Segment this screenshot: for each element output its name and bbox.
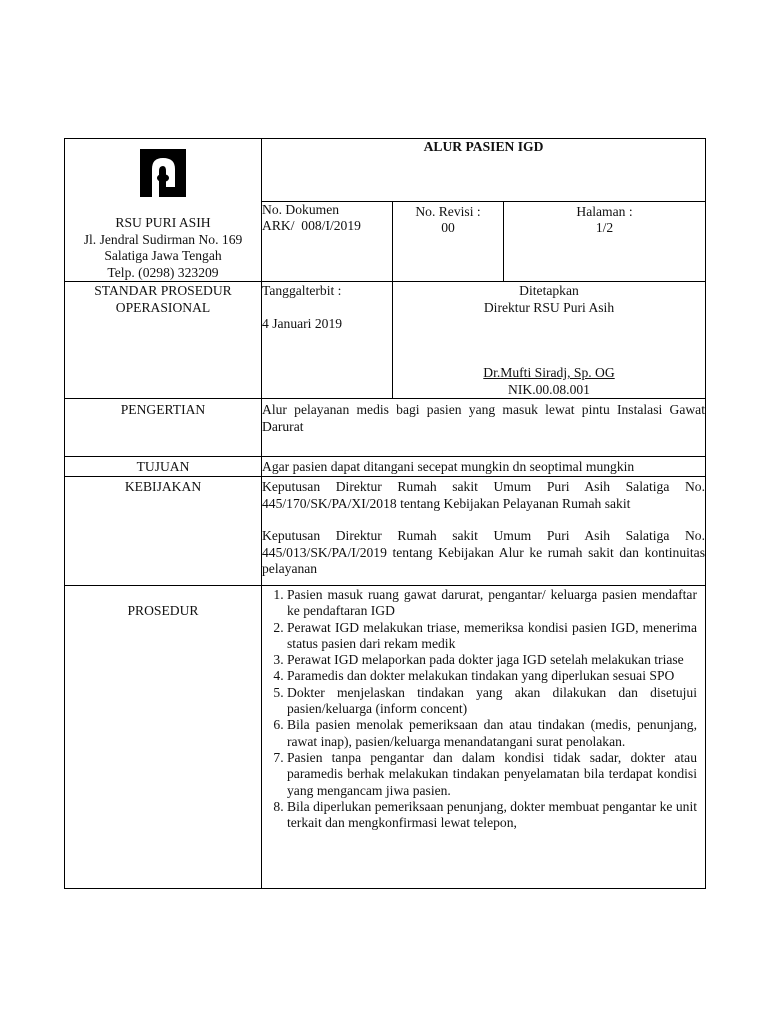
pengertian-label-cell xyxy=(65,399,262,457)
signer-nik: NIK.00.08.001 xyxy=(508,381,590,397)
tujuan-label: TUJUAN xyxy=(136,459,190,474)
doc-number-value: ARK/ 008/I/2019 xyxy=(262,218,361,234)
sop-label-line2: OPERASIONAL xyxy=(115,299,211,315)
prosedur-label-cell xyxy=(65,586,262,889)
hospital-phone: Telp. (0298) 323209 xyxy=(107,264,219,280)
prosedur-step: 6. Bila pasien menolak pemeriksaan dan atau tindakan (medis, penunjang, rawat inap), pasien/keluarga menandatangani surat penolakan. xyxy=(287,717,697,750)
kebijakan-text-cell xyxy=(262,477,706,586)
kebijakan-label: KEBIJAKAN xyxy=(124,479,202,494)
approved-by-title: Direktur RSU Puri Asih xyxy=(483,299,615,315)
kebijakan-label-cell xyxy=(65,477,262,586)
tujuan-text: Agar pasien dapat ditangani secepat mungkin dn seoptimal mungkin xyxy=(262,459,635,474)
prosedur-step: 3. Perawat IGD melaporkan pada dokter jaga IGD setelah melakukan triase xyxy=(287,652,697,668)
prosedur-step: 5. Dokter menjelaskan tindakan yang akan dilakukan dan disetujui pasien/keluarga (inform concent) xyxy=(287,685,697,718)
doc-number-cell xyxy=(262,201,393,281)
tujuan-label-cell xyxy=(65,457,262,477)
page-value: 1/2 xyxy=(595,220,614,236)
prosedur-step: 7. Pasien tanpa pengantar dan dalam kondisi tidak sadar, dokter atau paramedis berhak melakukan tindakan penyelamatan bila terdapat kondisi yang mengancam jiwa pasien. xyxy=(287,750,697,799)
pengertian-label: PENGERTIAN xyxy=(120,402,206,417)
issued-date: 4 Januari 2019 xyxy=(262,315,343,331)
approved-label: Ditetapkan xyxy=(519,283,579,298)
prosedur-step: 8. Bila diperlukan pemeriksaan penunjang, dokter membuat pengantar ke unit terkait dan mengkonfirmasi lewat telepon, xyxy=(287,799,697,832)
kebijakan-text-1: Keputusan Direktur Rumah sakit Umum Puri Asih Salatiga No. 445/170/SK/PA/XI/2018 tentang Kebijakan Pelayanan Rumah sakit xyxy=(262,479,705,511)
prosedur-step: 2. Perawat IGD melakukan triase, memeriksa kondisi pasien IGD, menerima status pasien dari rekam medik xyxy=(287,620,697,653)
tujuan-text-cell xyxy=(262,457,706,477)
page-label: Halaman : xyxy=(576,203,633,219)
revision-value: 00 xyxy=(441,220,455,236)
prosedur-steps-list xyxy=(262,587,705,831)
hospital-address-line2: Salatiga Jawa Tengah xyxy=(104,248,222,263)
document-title xyxy=(262,139,706,202)
hospital-address-line1: Jl. Jendral Sudirman No. 169 xyxy=(83,231,243,247)
doc-number-label: No. Dokumen xyxy=(262,201,340,217)
prosedur-label: PROSEDUR xyxy=(127,603,199,618)
issued-cell xyxy=(262,282,393,399)
prosedur-steps-cell xyxy=(262,586,706,889)
hospital-name: RSU PURI ASIH xyxy=(115,215,211,230)
page-cell xyxy=(504,201,706,281)
signer-name: Dr.Mufti Siradj, Sp. OG xyxy=(483,365,615,380)
issued-label: Tanggalterbit : xyxy=(262,283,342,298)
pengertian-text: Alur pelayanan medis bagi pasien yang masuk lewat pintu Instalasi Gawat Darurat xyxy=(262,402,705,434)
sop-table xyxy=(64,138,706,889)
kebijakan-text-2: Keputusan Direktur Rumah sakit Umum Puri Asih Salatiga No. 445/013/SK/PA/I/2019 tentang Kebijakan Alur ke rumah sakit dan kontinuitas pelayanan xyxy=(262,528,705,576)
sop-label-line1: STANDAR PROSEDUR xyxy=(94,283,232,298)
rsu-puri-asih-logo-icon xyxy=(137,147,189,199)
pengertian-text-cell xyxy=(262,399,706,457)
sop-label-cell xyxy=(65,282,262,399)
document-title-text: ALUR PASIEN IGD xyxy=(423,139,544,154)
prosedur-step: 4. Paramedis dan dokter melakukan tindakan yang diperlukan sesuai SPO xyxy=(287,668,697,684)
revision-cell xyxy=(393,201,504,281)
approval-cell xyxy=(393,282,706,399)
revision-label: No. Revisi : xyxy=(415,203,481,219)
hospital-header-cell xyxy=(65,139,262,282)
prosedur-step: 1. Pasien masuk ruang gawat darurat, pengantar/ keluarga pasien mendaftar ke pendaftaran IGD xyxy=(287,587,697,620)
